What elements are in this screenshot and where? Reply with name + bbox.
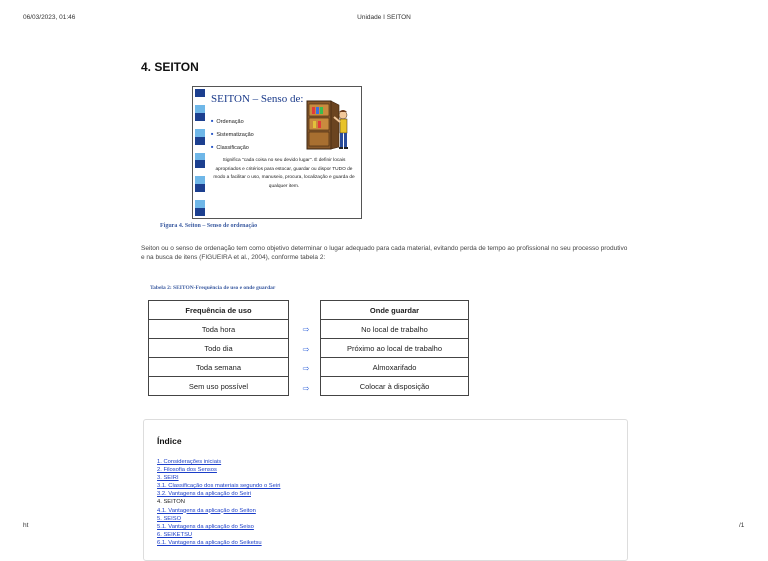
index-link[interactable]: 6. SEIKETSU	[157, 531, 193, 538]
strip-segment	[195, 121, 205, 129]
strip-segment	[195, 168, 205, 176]
table-caption: Tabela 2: SEITON-Frequência de uso e onde guardar	[150, 285, 276, 291]
frequency-cell: Toda hora	[149, 320, 289, 339]
seiton-slide-figure	[192, 86, 362, 219]
index-link[interactable]: 5. SEISO	[157, 515, 182, 522]
table-arrows	[296, 320, 316, 398]
strip-segment	[195, 192, 205, 200]
index-link[interactable]: 2. Filosofia dos Sensos	[157, 467, 217, 474]
arrow-right-icon: ⇨	[302, 325, 310, 334]
frequency-cell: Sem uso possível	[149, 377, 289, 396]
index-link[interactable]: 1. Considerações iniciais	[157, 459, 222, 465]
slide-description: Significa "cada coisa no seu devido lugar". É definir locais apropriados e critérios para estocar, guardar ou dispor TUDO de modo a facilitar o uso, manuseio, procura, localização e guarda de qualquer item.	[213, 158, 355, 189]
index-list	[157, 458, 280, 547]
strip-segment	[195, 160, 205, 168]
frequency-header: Frequência de uso	[149, 301, 289, 320]
strip-segment	[195, 97, 205, 105]
print-datetime: 06/03/2023, 01:46	[23, 14, 76, 21]
slide-bullet: ■ Ordenação	[211, 115, 254, 128]
strip-segment	[195, 89, 205, 97]
slide-bullet: ■ Sistematização	[211, 128, 254, 141]
footer-url: ht	[23, 522, 29, 529]
storage-cell: Próximo ao local de trabalho	[321, 339, 469, 358]
strip-segment	[195, 208, 205, 216]
storage-cell: Almoxarifado	[321, 358, 469, 377]
frequency-cell: Toda semana	[149, 358, 289, 377]
slide-bullet-list	[211, 115, 254, 154]
index-title: Índice	[157, 436, 182, 446]
strip-segment	[195, 153, 205, 161]
index-panel	[143, 419, 628, 561]
slide-color-strip	[195, 89, 205, 216]
frequency-cell: Todo dia	[149, 339, 289, 358]
slide-bullet: ■ Classificação	[211, 141, 254, 154]
storage-header: Onde guardar	[321, 301, 469, 320]
strip-segment	[195, 200, 205, 208]
section-title: 4. SEITON	[141, 60, 199, 74]
strip-segment	[195, 145, 205, 153]
slide-title: SEITON – Senso de:	[211, 93, 304, 105]
arrow-right-icon: ⇨	[302, 383, 310, 393]
strip-segment	[195, 129, 205, 137]
figure-caption: Figura 4. Seiton – Senso de ordenação	[160, 223, 258, 229]
print-doc-title: Unidade I SEITON	[357, 14, 411, 21]
arrow-right-icon: ⇨	[302, 344, 310, 354]
strip-segment	[195, 176, 205, 184]
index-link[interactable]: 3. SEIRI	[157, 475, 179, 482]
index-link[interactable]: 4.1. Vantagens da aplicação do Seiton	[157, 507, 256, 514]
frequency-table	[148, 300, 289, 396]
storage-location-table	[320, 300, 469, 396]
storage-cell: Colocar à disposição	[321, 377, 469, 396]
footer-page-number: /1	[739, 522, 745, 529]
index-item-current: 4. SEITON	[157, 499, 185, 506]
index-link[interactable]: 3.1. Classificação dos materiais segundo o Seiri	[157, 483, 281, 490]
index-link[interactable]: 5.1. Vantagens da aplicação do Seiso	[157, 523, 254, 530]
body-paragraph: Seiton ou o senso de ordenação tem como objetivo determinar o lugar adequado para cada material, evitando perda de tempo ao profissional no seu processo produtivo e na busca de itens (FIGUEIRA et al., 2004), conforme tabela 2:	[141, 245, 628, 261]
strip-segment	[195, 184, 205, 192]
strip-segment	[195, 105, 205, 113]
storage-cell: No local de trabalho	[321, 320, 469, 339]
index-link[interactable]: 3.2. Vantagens da aplicação do Seiri	[157, 491, 251, 498]
index-link[interactable]: 6.1. Vantagens da aplicação do Seiketsu	[157, 539, 262, 546]
strip-segment	[195, 137, 205, 145]
strip-segment	[195, 113, 205, 121]
filing-cabinet-person-illustration	[303, 95, 353, 157]
arrow-right-icon: ⇨	[302, 364, 310, 373]
